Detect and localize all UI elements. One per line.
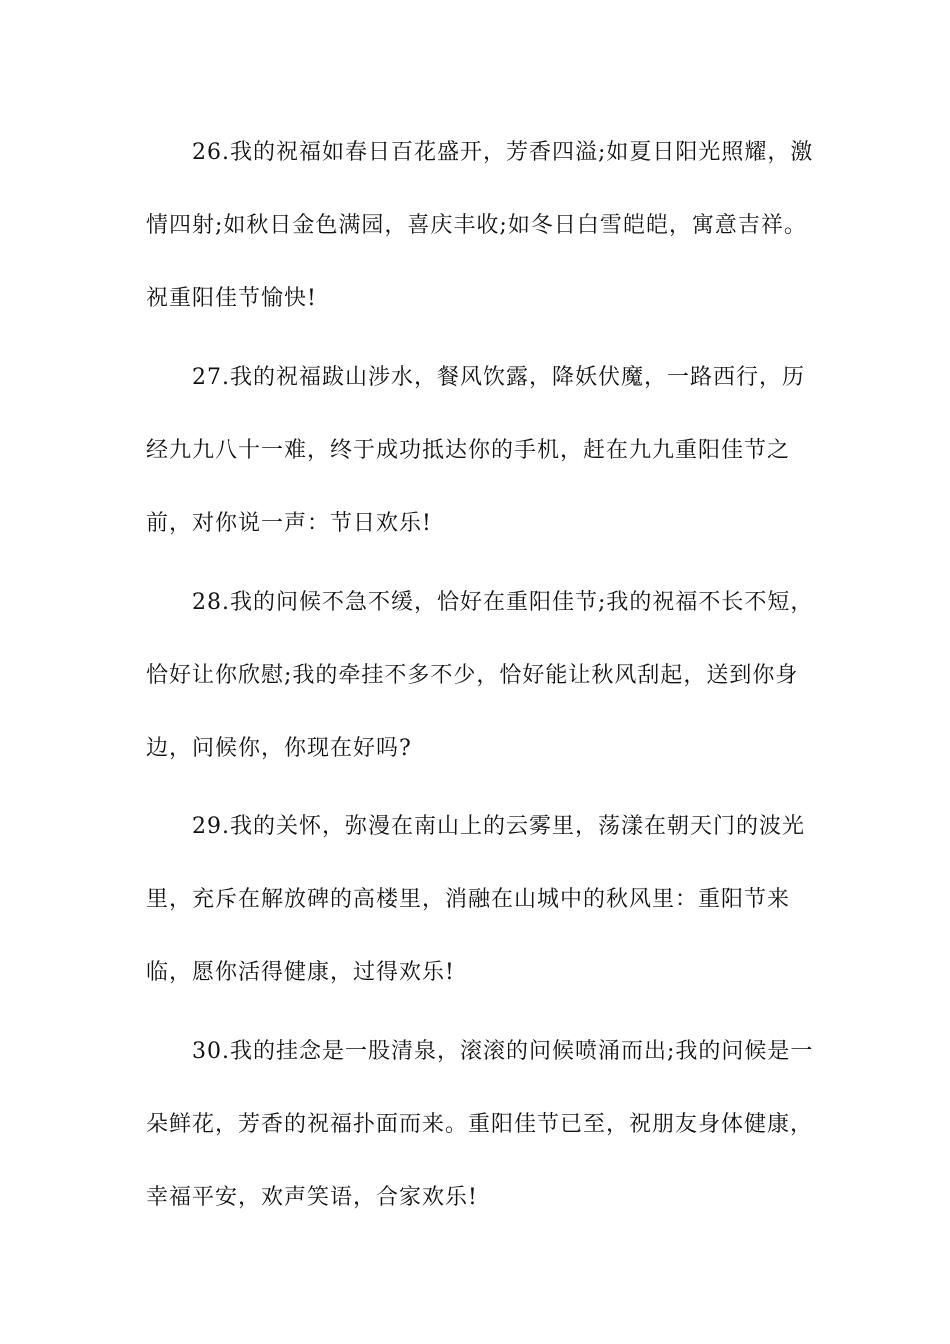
paragraph-29: 29.我的关怀，弥漫在南山上的云雾里，荡漾在朝天门的波光里，充斥在解放碑的高楼里，消融在山城中的秋风里：重阳节来临，愿你活得健康，过得欢乐! <box>146 814 805 985</box>
paragraph-28: 28.我的问候不急不缓，恰好在重阳佳节;我的祝福不长不短，恰好让你欣慰;我的牵挂不多不少，恰好能让秋风刮起，送到你身边，问候你，你现在好吗? <box>146 590 814 761</box>
paragraph-26: 26.我的祝福如春日百花盛开，芳香四溢;如夏日阳光照耀，激情四射;如秋日金色满园，喜庆丰收;如冬日白雪皑皑，寓意吉祥。祝重阳佳节愉快! <box>146 140 814 311</box>
paragraph-27: 27.我的祝福跋山涉水，餐风饮露，降妖伏魔，一路西行，历经九九八十一难，终于成功抵达你的手机，赶在九九重阳佳节之前，对你说一声：节日欢乐! <box>146 365 805 536</box>
paragraph-30: 30.我的挂念是一股清泉，滚滚的问候喷涌而出;我的问候是一朵鲜花，芳香的祝福扑面而来。重阳佳节已至，祝朋友身体健康，幸福平安，欢声笑语，合家欢乐! <box>146 1039 814 1210</box>
